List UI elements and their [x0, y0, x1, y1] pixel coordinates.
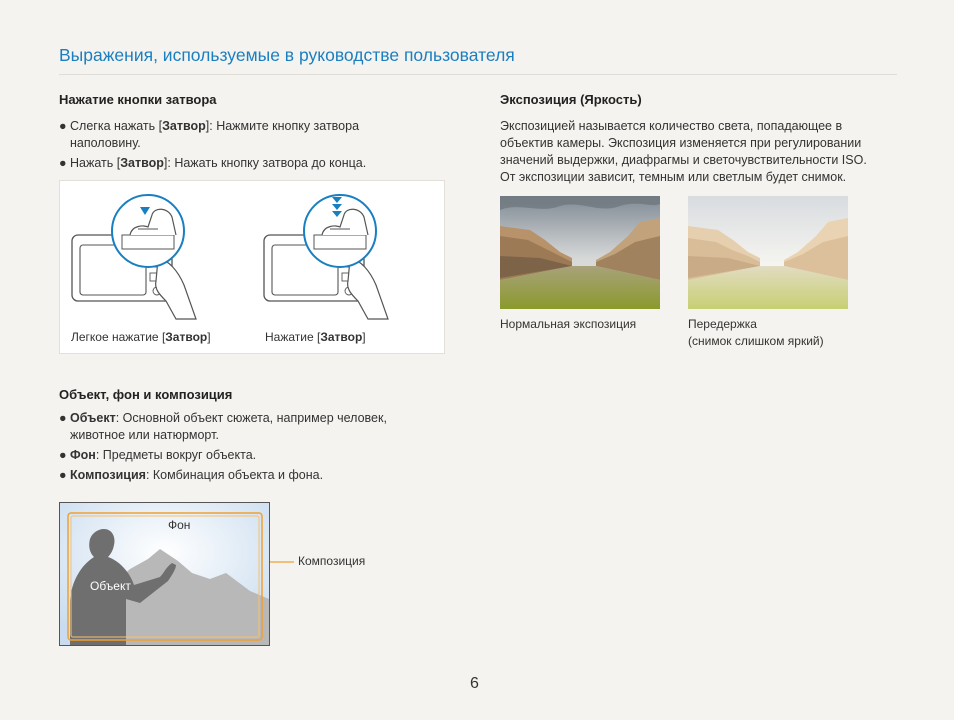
background-label: Фон [168, 518, 191, 532]
exposure-heading: Экспозиция (Яркость) [500, 92, 642, 107]
title-divider [59, 74, 897, 75]
composition-bullet-list [59, 410, 419, 487]
composition-figure [59, 502, 270, 646]
bullet-bold: Композиция [70, 468, 146, 482]
exposure-paragraph [500, 118, 900, 186]
half-press-illustration [68, 189, 248, 327]
paragraph-line: значений выдержки, диафрагмы и светочувствительности ISO. [500, 153, 867, 167]
bullet-text: : Предметы вокруг объекта. [95, 448, 257, 462]
normal-exposure-photo [500, 196, 660, 309]
list-item [59, 410, 419, 444]
composition-illustration [60, 503, 269, 645]
shutter-heading: Нажатие кнопки затвора [59, 92, 217, 107]
bullet-dot: ● [59, 468, 67, 482]
bullet-text: Нажать [ [70, 156, 121, 170]
overexposed-photo [688, 196, 848, 309]
paragraph-line: От экспозиции зависит, темным или светлым будет снимок. [500, 170, 847, 184]
composition-heading: Объект, фон и композиция [59, 387, 233, 402]
paragraph-line: объектив камеры. Экспозиция изменяется при регулировании [500, 136, 862, 150]
list-item [59, 118, 419, 152]
bullet-text: ]: Нажать кнопку затвора до конца. [163, 156, 367, 170]
list-item [59, 155, 419, 172]
bullet-dot: ● [59, 119, 67, 133]
overexposed-caption-line2: (снимок слишком яркий) [688, 334, 824, 348]
bullet-dot: ● [59, 411, 67, 425]
composition-pointer-line [270, 556, 298, 568]
normal-exposure-caption: Нормальная экспозиция [500, 317, 637, 331]
bullet-text: ]: Нажмите кнопку затвора наполовину. [70, 119, 360, 150]
bullet-bold: Затвор [120, 156, 164, 170]
bullet-text: Слегка нажать [ [70, 119, 163, 133]
shutter-figure-box [59, 180, 445, 354]
bullet-dot: ● [59, 448, 67, 462]
list-item [59, 467, 419, 484]
bullet-bold: Объект [70, 411, 116, 425]
page-title: Выражения, используемые в руководстве пользователя [59, 45, 515, 65]
page-number: 6 [470, 675, 479, 692]
composition-label: Композиция [298, 554, 366, 568]
bullet-dot: ● [59, 156, 67, 170]
bullet-bold: Затвор [162, 119, 206, 133]
bullet-text: : Комбинация объекта и фона. [145, 468, 324, 482]
paragraph-line: Экспозицией называется количество света, попадающее в [500, 119, 843, 133]
overexposed-caption-line1: Передержка [688, 317, 757, 331]
half-press-caption: Легкое нажатие [Затвор] [71, 330, 211, 344]
bullet-bold: Фон [70, 448, 96, 462]
full-press-caption: Нажатие [Затвор] [265, 330, 366, 344]
bullet-text: : Основной объект сюжета, например человек, животное или натюрморт. [70, 411, 387, 442]
shutter-bullet-list [59, 118, 419, 175]
subject-label: Объект [90, 579, 131, 593]
full-press-illustration [260, 189, 440, 327]
list-item [59, 447, 419, 464]
